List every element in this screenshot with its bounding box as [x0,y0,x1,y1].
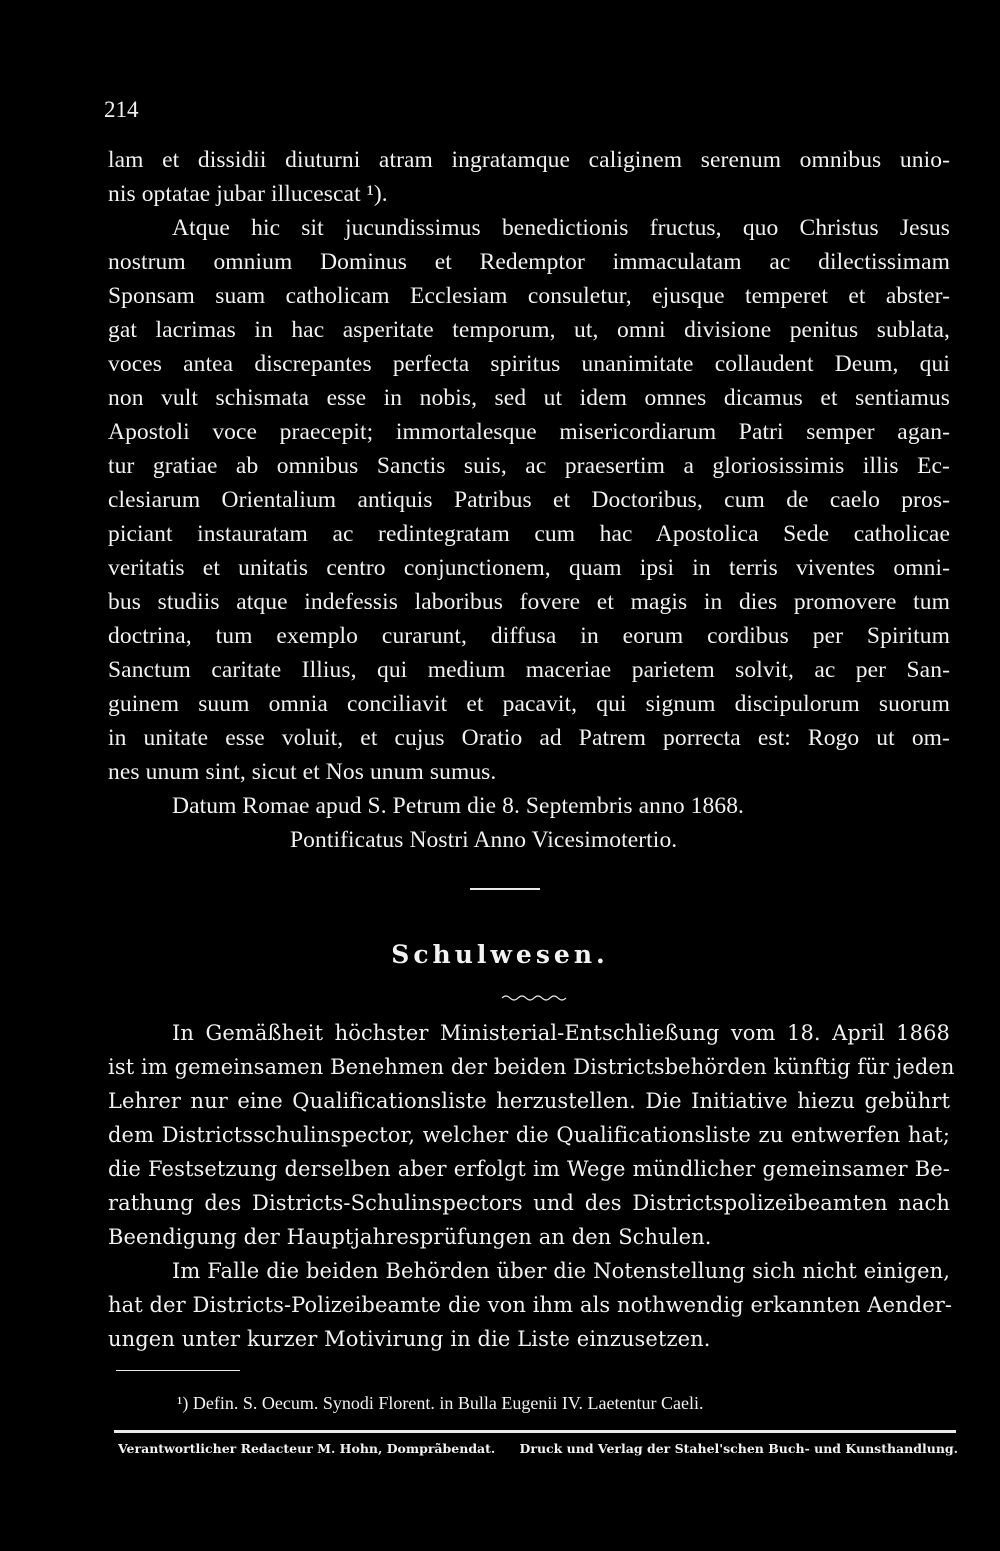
text-line: Im Falle die beiden Behörden über die Notenstellung sich nicht einigen, [172,1259,950,1283]
text-line: clesiarum Orientalium antiquis Patribus et Doctoribus, cum de caelo pros- [108,487,950,513]
footer-rule [114,1430,956,1433]
footnote: ¹) Defin. S. Oecum. Synodi Florent. in Bulla Eugenii IV. Laetentur Caeli. [177,1393,704,1413]
text-line: piciant instauratam ac redintegratam cum hac Apostolica Sede catholicae [108,521,950,547]
text-line: rathung des Districts-Schulinspectors und des Districtspolizeibeamten nach [108,1191,950,1215]
footer-printer: Druck und Verlag der Stahel'schen Buch- und Kunsthandlung. [519,1441,958,1456]
text-line: bus studiis atque indefessis laboribus fovere et magis in dies promovere tum [108,589,950,615]
footer [118,1441,958,1456]
footnote-rule [116,1370,240,1371]
pontificate-line: Pontificatus Nostri Anno Vicesimotertio. [290,827,678,853]
text-line: lam et dissidii diuturni atram ingratamque caliginem serenum omnibus unio- [108,147,950,173]
text-line: guinem suum omnia conciliavit et pacavit, qui signum discipulorum suorum [108,691,950,717]
text-line: nis optatae jubar illucescat ¹). [108,181,388,207]
text-line: Sanctum caritate Illius, qui medium maceriae parietem solvit, ac per San- [108,657,950,683]
text-line: voces antea discrepantes perfecta spiritus unanimitate collaudent Deum, qui [108,351,950,377]
text-line: die Festsetzung derselben aber erfolgt im Wege mündlicher gemeinsamer Be- [108,1157,950,1181]
text-line: Apostoli voce praecepit; immortalesque misericordiarum Patri semper agan- [108,419,950,445]
text-line: Sponsam suam catholicam Ecclesiam consuletur, ejusque temperet et abster- [108,283,950,309]
text-line: ungen unter kurzer Motivirung in die Liste einzusetzen. [108,1327,711,1351]
text-line: In Gemäßheit höchster Ministerial-Entschließung vom 18. April 1868 [172,1021,950,1045]
text-line: dem Districtsschulinspector, welcher die Qualificationsliste zu entwerfen hat; [108,1123,950,1147]
text-line: Beendigung der Hauptjahresprüfungen an den Schulen. [108,1225,712,1249]
text-line: gat lacrimas in hac asperitate temporum, ut, omni divisione penitus sublata, [108,317,950,343]
text-line: veritatis et unitatis centro conjunctionem, quam ipsi in terris viventes omni- [108,555,950,581]
text-line: non vult schismata esse in nobis, sed ut idem omnes dicamus et sentiamus [108,385,950,411]
text-line: nes unum sint, sicut et Nos unum sumus. [108,759,497,785]
ornament-divider [500,994,570,1002]
footer-editor: Verantwortlicher Redacteur M. Hohn, Domprãbendat. [118,1441,496,1456]
text-line: Lehrer nur eine Qualificationsliste herzustellen. Die Initiative hiezu gebührt [108,1089,950,1113]
text-line: hat der Districts-Polizeibeamte die von ihm als nothwendig erkannten Aender- [108,1293,953,1317]
separator-rule [470,888,540,890]
date-line: Datum Romae apud S. Petrum die 8. Septembris anno 1868. [172,793,745,819]
text-line: doctrina, tum exemplo curarunt, diffusa in eorum cordibus per Spiritum [108,623,950,649]
text-line: nostrum omnium Dominus et Redemptor immaculatam ac dilectissimam [108,249,950,275]
section-heading: Schulwesen. [391,940,609,969]
text-line: ist im gemeinsamen Benehmen der beiden Districtsbehörden künftig für jeden [108,1055,955,1079]
text-line: tur gratiae ab omnibus Sanctis suis, ac praesertim a gloriosissimis illis Ec- [108,453,950,479]
text-line: in unitate esse voluit, et cujus Oratio ad Patrem porrecta est: Rogo ut om- [108,725,950,751]
page-number: 214 [104,97,139,122]
text-line: Atque hic sit jucundissimus benedictionis fructus, quo Christus Jesus [172,215,950,241]
